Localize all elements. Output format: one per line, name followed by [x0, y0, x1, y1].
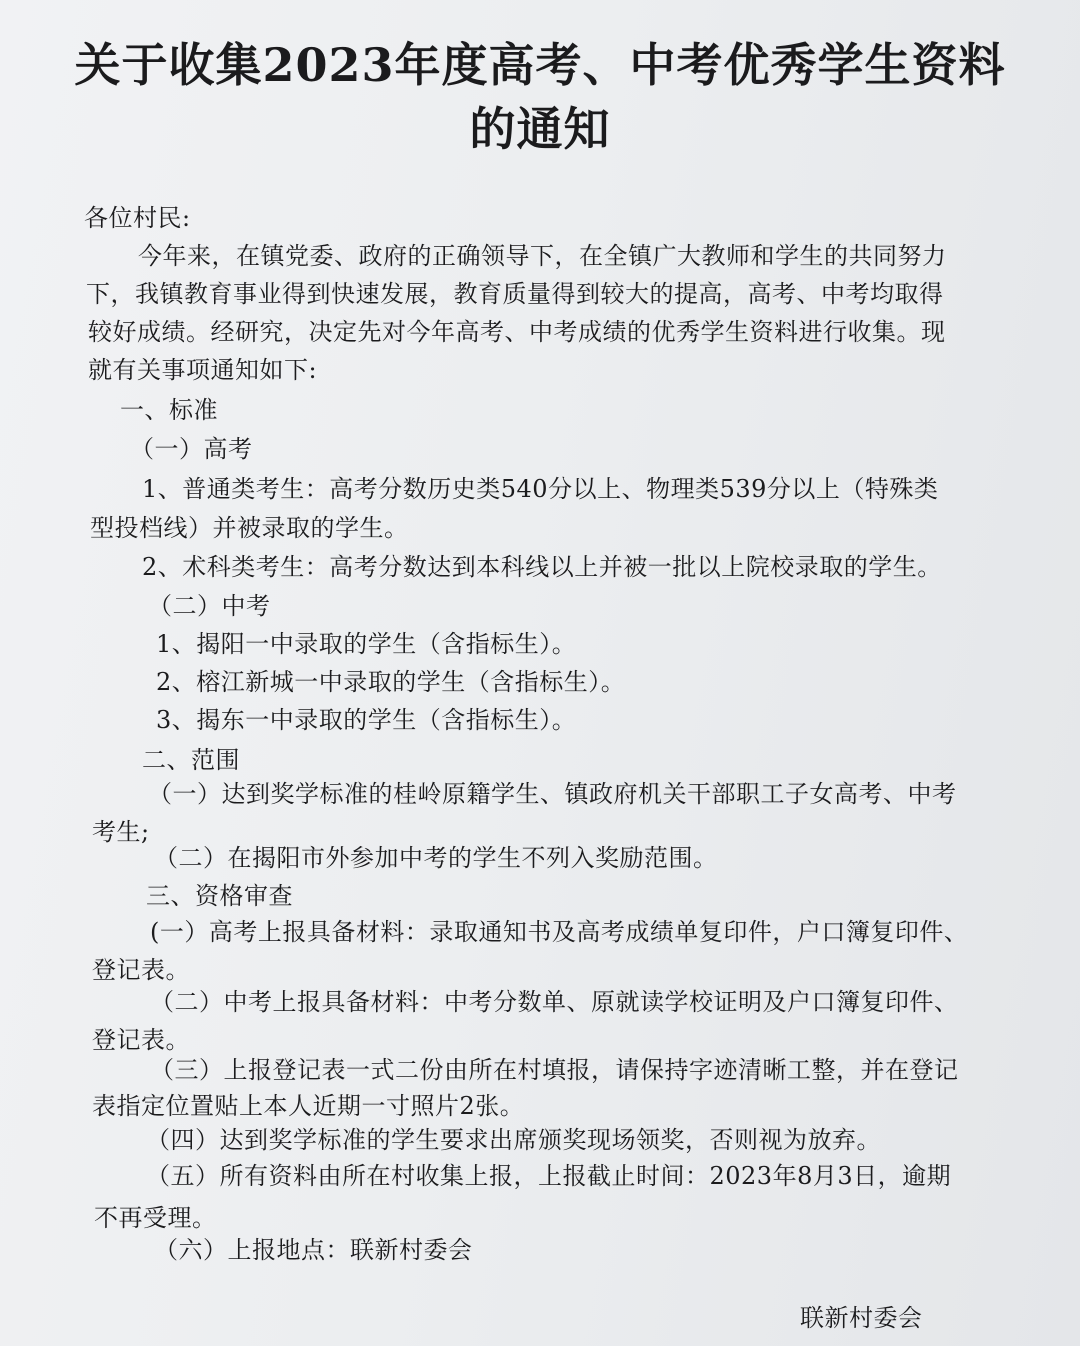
document-title-line1: 关于收集2023年度高考、中考优秀学生资料	[74, 38, 1006, 92]
body-line: 下，我镇教育事业得到快速发展，教育质量得到较大的提高，高考、中考均取得	[86, 280, 944, 308]
list-item: 不再受理。	[94, 1204, 217, 1232]
body-line: 今年来，在镇党委、政府的正确领导下，在全镇广大教师和学生的共同努力	[138, 242, 947, 270]
salutation: 各位村民:	[84, 204, 191, 232]
list-item: （五）所有资料由所在村收集上报，上报截止时间：2023年8月3日，逾期	[146, 1162, 952, 1190]
document-title-line2: 的通知	[469, 102, 611, 156]
list-item: 登记表。	[92, 956, 190, 984]
list-item: （二）在揭阳市外参加中考的学生不列入奖励范围。	[154, 844, 718, 872]
list-item: 3、揭东一中录取的学生（含指标生）。	[156, 706, 577, 734]
list-item: 2、术科类考生：高考分数达到本科线以上并被一批以上院校录取的学生。	[142, 553, 942, 581]
list-item: (一）高考上报具备材料：录取通知书及高考成绩单复印件，户口簿复印件、	[150, 918, 969, 946]
list-item: （六）上报地点：联新村委会	[154, 1236, 473, 1264]
list-item: 1、揭阳一中录取的学生（含指标生）。	[156, 630, 577, 658]
list-item: 1、普通类考生：高考分数历史类540分以上、物理类539分以上（特殊类	[142, 475, 939, 503]
list-item: 考生;	[92, 818, 150, 846]
subsection-heading: （二）中考	[148, 592, 271, 620]
body-line: 较好成绩。经研究，决定先对今年高考、中考成绩的优秀学生资料进行收集。现	[88, 318, 946, 346]
signature: 联新村委会	[800, 1304, 923, 1332]
section-heading: 二、范围	[142, 746, 240, 774]
list-item: 型投档线）并被录取的学生。	[90, 514, 409, 542]
list-item: 表指定位置贴上本人近期一寸照片2张。	[92, 1092, 525, 1120]
list-item: 登记表。	[92, 1026, 190, 1054]
list-item: （二）中考上报具备材料：中考分数单、原就读学校证明及户口簿复印件、	[150, 988, 959, 1016]
section-heading: 一、标准	[120, 396, 218, 424]
list-item: （三）上报登记表一式二份由所在村填报，请保持字迹清晰工整，并在登记	[150, 1056, 959, 1084]
list-item: （四）达到奖学标准的学生要求出席颁奖现场领奖，否则视为放弃。	[146, 1126, 881, 1154]
subsection-heading: （一）高考	[130, 435, 253, 463]
body-line: 就有关事项通知如下:	[88, 356, 318, 384]
list-item: 2、榕江新城一中录取的学生（含指标生）。	[156, 668, 626, 696]
list-item: （一）达到奖学标准的桂岭原籍学生、镇政府机关干部职工子女高考、中考	[148, 780, 957, 808]
section-heading: 三、资格审查	[146, 882, 293, 910]
